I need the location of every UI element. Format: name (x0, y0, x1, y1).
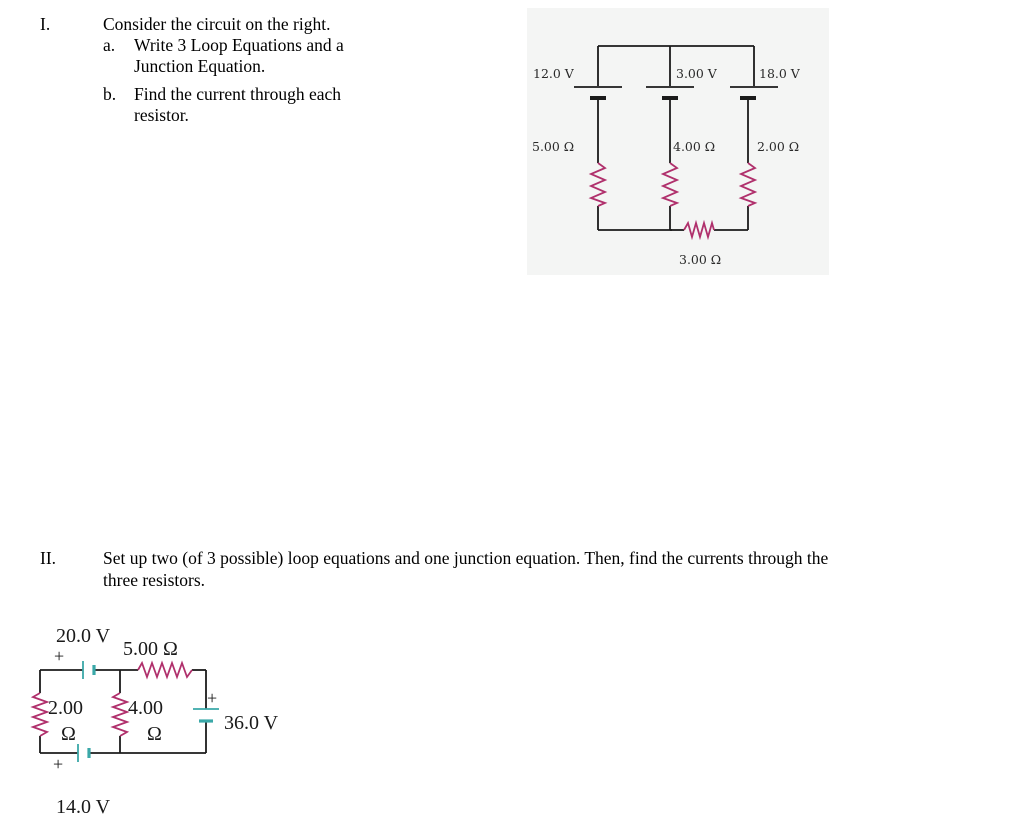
resistor-5ohm-label-2: 5.00 Ω (123, 638, 178, 660)
plus-sign-top: + (54, 646, 65, 666)
emf-20v-label: 20.0 V (56, 625, 111, 647)
resistor-2ohm-unit: Ω (61, 723, 76, 745)
emf-3v-label: 3.00 V (676, 66, 717, 81)
part-a-line2: Junction Equation. (134, 56, 266, 76)
emf-36v-label: 36.0 V (224, 712, 279, 734)
emf-12v-label: 12.0 V (533, 66, 574, 81)
part-b-label: b. (103, 84, 117, 104)
resistor-4ohm-unit: Ω (147, 723, 162, 745)
emf-14v-label: 14.0 V (56, 796, 111, 818)
circuit-2-battery-bottom (78, 744, 89, 762)
problem-2-line1: Set up two (of 3 possible) loop equations and one junction equation. Then, find the currents through the (103, 548, 829, 568)
resistor-2ohm-value: 2.00 (48, 697, 83, 719)
problem-2-line2: three resistors. (103, 570, 206, 590)
plus-sign-right: + (207, 688, 218, 708)
circuit-2-battery-top (83, 661, 94, 679)
part-b-line2: resistor. (134, 105, 189, 125)
part-b-line1: Find the current through each (134, 84, 342, 104)
circuit-2-diagram (20, 618, 320, 830)
circuit-1-diagram (527, 8, 829, 275)
part-a-label: a. (103, 35, 116, 55)
resistor-4ohm-label: 4.00 Ω (673, 139, 716, 154)
problem-1-intro: Consider the circuit on the right. (103, 14, 331, 34)
circuit-2-resistor-top (138, 663, 192, 677)
circuit-2-resistor-left (33, 693, 47, 736)
resistor-4ohm-value: 4.00 (128, 697, 163, 719)
resistor-2ohm-label: 2.00 Ω (757, 139, 800, 154)
plus-sign-bottom: + (53, 754, 64, 774)
emf-18v-label: 18.0 V (759, 66, 800, 81)
circuit-2-resistor-middle (113, 693, 127, 736)
problem-1-number: I. (40, 14, 51, 34)
problem-2-number: II. (40, 548, 57, 568)
resistor-3ohm-label: 3.00 Ω (679, 252, 722, 267)
resistor-5ohm-label: 5.00 Ω (532, 139, 575, 154)
circuit-2-battery-right (193, 709, 219, 721)
part-a-line1: Write 3 Loop Equations and a (134, 35, 344, 55)
